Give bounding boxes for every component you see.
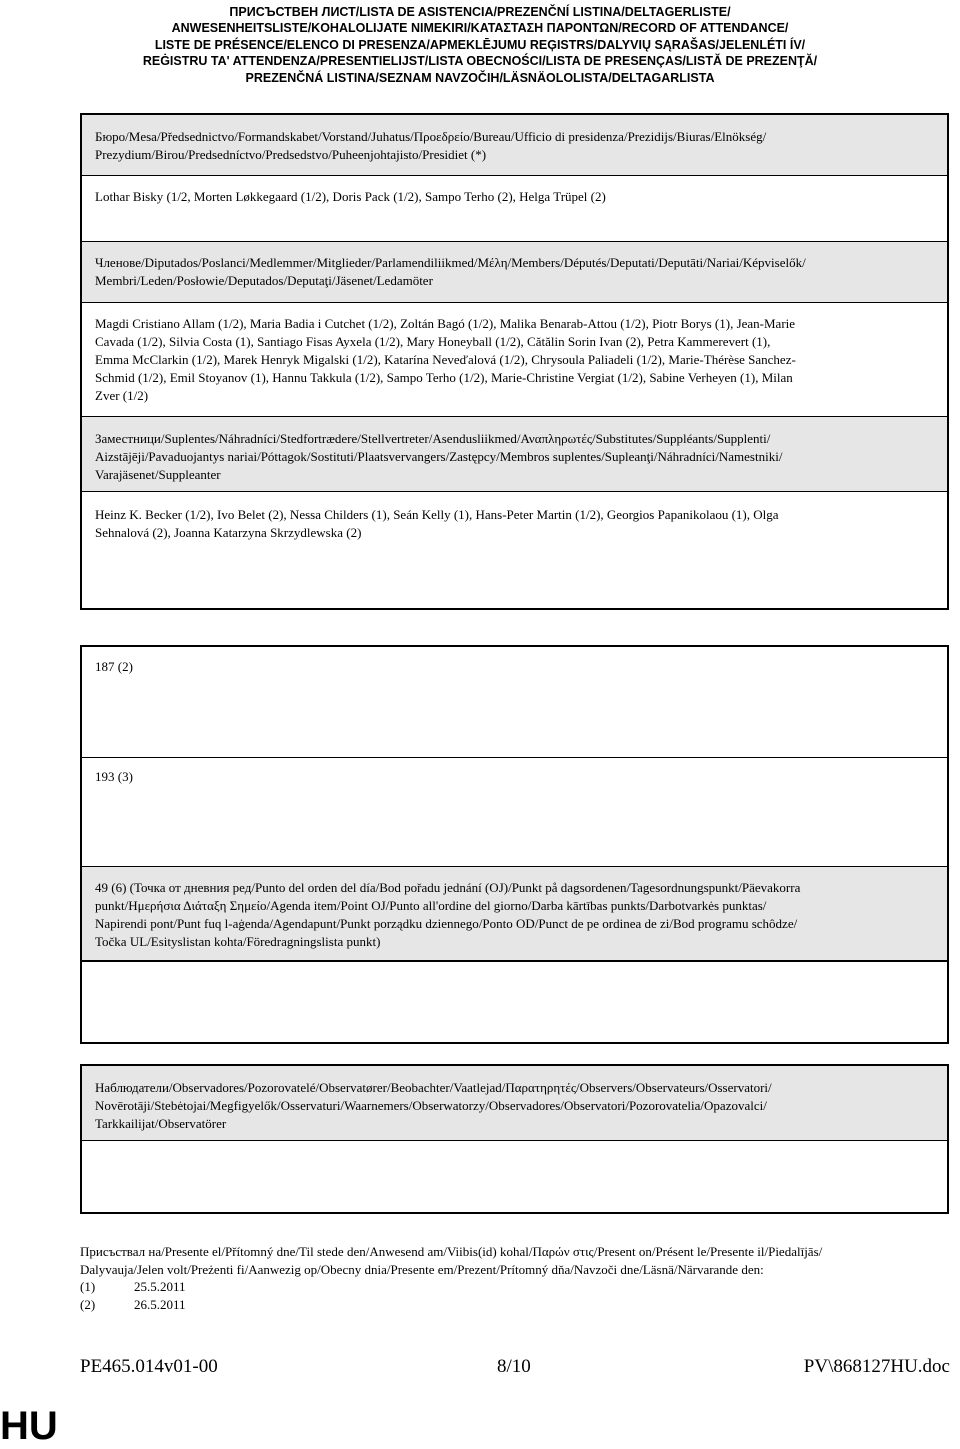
title-line: ПРИСЪСТВЕН ЛИСТ/LISTA DE ASISTENCIA/PREZENČNÍ LISTINA/DELTAGERLISTE/ [229,5,731,19]
attendance-box [80,113,949,610]
rule-49-heading: 49 (6) (Точка от дневния ред/Punto del orden del día/Bod pořadu jednání (OJ)/Punkt på dagsordenen/Tagesordnungspunkt/Päevakorra punkt/Ημερήσια Διάταξη Σημείο/Agenda item/Point OJ/Punto all'ordine del giorno/Darba kārtības punkts/Darbotvarkės punktas/ Napirendi pont/Punt fuq l-aġenda/Agendapunt/Punkt porządku dziennego/Ponto OD/Punct de pe ordinea de zi/Bod programu schôdze/ Točka UL/Esityslistan kohta/Föredragningslista punkt) [82,867,947,960]
present-on-section [80,1243,822,1313]
title-line: REĠISTRU TA' ATTENDENZA/PRESENTIELIJST/LISTA OBECNOŚCI/LISTA DE PRESENÇAS/LISTĂ DE PREZENŢĂ/ [142,54,818,69]
title-line: LISTE DE PRÉSENCE/ELENCO DI PRESENZA/APMEKLĒJUMU REĢISTRS/DALYVIŲ SĄRAŠAS/JELENLÉTI ÍV/ [154,37,806,52]
rules-box [80,645,949,962]
present-date: (1) 25.5.2011 [80,1279,186,1294]
language-code: HU [0,1404,58,1448]
rule-193: 193 (3) [95,769,133,784]
doc-reference: PE465.014v01-00 [80,1356,218,1377]
divider [82,1140,947,1141]
observers-box [80,1064,949,1214]
title-line: PREZENČNÁ LISTINA/SEZNAM NAVZOČIH/LÄSNÄOLOLISTA/DELTAGARLISTA [245,70,715,85]
present-on-label: Dalyvauja/Jelen volt/Preżenti fi/Aanwezig op/Obecny dnia/Presente em/Prezent/Prítomný dňa/Navzoči dne/Läsnä/Närvarande den: [80,1261,764,1277]
present-date: (2) 26.5.2011 [80,1296,186,1312]
bureau-heading: Бюро/Mesa/Předsednictvo/Formandskabet/Vorstand/Juhatus/Προεδρείο/Bureau/Ufficio di presidenza/Prezidijs/Biuras/Elnökség/ Prezydium/Birou/Predsedníctvo/Predsedstvo/Puheenjohtajisto/Presidiet (*) [82,115,947,175]
page-number: 8/10 [497,1356,531,1377]
rule-49-box [80,962,949,1044]
divider [82,960,947,961]
rule-187: 187 (2) [95,659,133,674]
members-names: Magdi Cristiano Allam (1/2), Maria Badia i Cutchet (1/2), Zoltán Bagó (1/2), Malika Benarab-Attou (1/2), Piotr Borys (1), Jean-Marie Cavada (1/2), Silvia Costa (1), Santiago Fisas Ayxela (1/2), Mary Honeyball (1/2), Cătălin Sorin Ivan (2), Petra Kammerevert (1), Emma McClarkin (1/2), Marek Henryk Migalski (1/2), Katarína Neveďalová (1/2), Chrysoula Paliadeli (1/2), Marie-Thérèse Sanchez- Schmid (1/2), Emil Stoyanov (1), Hannu Takkula (1/2), Sampo Terho (1/2), Marie-Christine Vergiat (1/2), Sabine Verheyen (1), Milan Zver (1/2) [95,316,796,403]
substitutes-names: Heinz K. Becker (1/2), Ivo Belet (2), Nessa Childers (1), Seán Kelly (1), Hans-Peter Martin (1/2), Georgios Papanikolaou (1), Olga Sehnalová (2), Joanna Katarzyna Skrzydlewska (2) [95,507,779,540]
present-on-label: Присъствал на/Presente el/Přítomný dne/Til stede den/Anwesend am/Viibis(id) kohal/Παρών στις/Present on/Présent le/Presente il/Piedalījās/ [80,1244,823,1259]
bureau-names: Lothar Bisky (1/2, Morten Løkkegaard (1/2), Doris Pack (1/2), Sampo Terho (2), Helga Trüpel (2) [95,189,606,204]
substitutes-heading: Заместници/Suplentes/Náhradníci/Stedfortrædere/Stellvertreter/Asendusliikmed/Αναπληρωτές/Substitutes/Suppléants/Supplenti/ Aizstājēji/Pavaduojantys nariai/Póttagok/Sostituti/Plaatsvervangers/Zastępcy/Membros suplentes/Supleanţi/Náhradníci/Namestniki/ Varajäsenet/Suppleanter [82,417,947,491]
members-heading: Членове/Diputados/Poslanci/Medlemmer/Mitglieder/Parlamendiliikmed/Μέλη/Members/Députés/Deputati/Deputāti/Nariai/Képviselők/ Membri/Leden/Posłowie/Deputados/Deputaţi/Jäsenet/Ledamöter [82,242,947,302]
page-footer [80,1356,950,1380]
title-line: ANWESENHEITSLISTE/KOHALOLIJATE NIMEKIRI/ΚΑΤΑΣΤΑΣΗ ΠΑΡΟΝΤΩΝ/RECORD OF ATTENDANCE/ [171,21,789,36]
file-name: PV\868127HU.doc [803,1356,950,1377]
observers-heading: Наблюдатели/Observadores/Pozorovatelé/Observatører/Beobachter/Vaatlejad/Παρατηρητές/Observers/Observateurs/Osservatori/ Novērotāji/Stebėtojai/Megfigyelők/Osservaturi/Waarnemers/Obserwatorzy/Observadores/Observatori/Pozorovatelia/Opazovalci/ Tarkkailijat/Observatörer [82,1066,947,1140]
attendance-title [0,4,960,86]
